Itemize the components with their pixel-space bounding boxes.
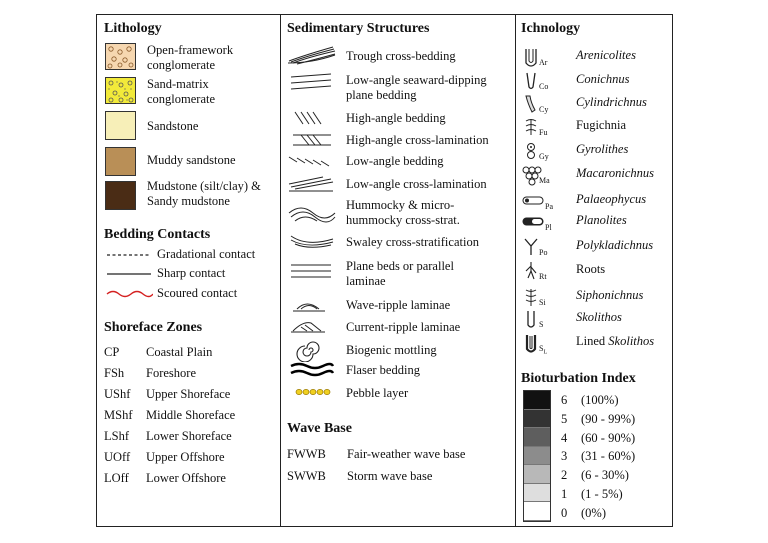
pl-trace-icon — [522, 212, 544, 234]
lithology-title: Lithology — [104, 21, 162, 36]
structure-label: Biogenic mottling — [346, 343, 437, 357]
ichnology-name-text: Roots — [576, 262, 606, 276]
structure-label: Hummocky & micro- — [346, 198, 455, 212]
trough-cross-bedding-icon — [287, 45, 337, 65]
bioturbation-level-3-swatch — [524, 447, 550, 466]
lithology-label: Open-framework — [147, 43, 234, 57]
lithology-label: Mudstone (silt/clay) & — [147, 179, 261, 193]
structure-label: High-angle bedding — [346, 111, 446, 125]
bioturbation-range: (90 - 99%) — [581, 411, 636, 426]
bioturbation-level-6-swatch — [524, 391, 550, 410]
shoreface-zones-title: Shoreface Zones — [104, 320, 203, 335]
structure-label: Current-ripple laminae — [346, 320, 461, 334]
structure-label: Pebble layer — [346, 386, 409, 400]
contact-label: Sharp contact — [157, 266, 226, 280]
high-angle-cross-lamination-icon — [287, 131, 337, 149]
bioturbation-index-value: 2 — [561, 468, 568, 483]
mudstone-swatch — [105, 181, 136, 210]
bioturbation-index-value: 1 — [561, 487, 568, 501]
zone-name: Upper Offshore — [146, 450, 225, 464]
structure-label: Low-angle seaward-dipping — [346, 73, 487, 87]
ichnology-title: Ichnology — [521, 21, 581, 36]
zone-code: UOff — [104, 450, 131, 464]
low-angle-cross-lamination-icon — [287, 175, 337, 193]
zone-name: Foreshore — [146, 366, 196, 380]
structure-label: laminae — [346, 274, 386, 288]
ichnology-name-text: Skolithos — [608, 334, 655, 348]
muddy-sandstone-swatch — [105, 147, 136, 176]
ichnology-abbreviation: Co — [539, 82, 549, 91]
ichnology-abbreviation: Gy — [539, 152, 549, 161]
plane-beds-icon — [287, 261, 337, 281]
bioturbation-range: (100%) — [581, 393, 619, 407]
lithology-label: conglomerate — [147, 92, 216, 106]
open-framework-conglomerate-swatch — [105, 43, 136, 70]
high-angle-bedding-icon — [287, 110, 337, 128]
bedding-contacts-title: Bedding Contacts — [104, 227, 211, 242]
structure-label: Flaser bedding — [346, 363, 420, 377]
bioturbation-level-0-swatch — [524, 502, 550, 521]
zone-name: Coastal Plain — [146, 345, 213, 359]
structure-label: Low-angle bedding — [346, 154, 444, 168]
ichnology-abbreviation: Ma — [539, 176, 550, 185]
ichnology-name-text: Planolites — [576, 213, 627, 227]
low-angle-seaward-dipping-bedding-icon — [287, 73, 337, 93]
ichnology-name-text: Palaeophycus — [576, 192, 647, 206]
bioturbation-index-value: 4 — [561, 430, 568, 445]
ichnology-abbreviation: Pa — [545, 202, 553, 211]
ichnology-name — [576, 72, 629, 87]
bioturbation-index-value: 3 — [561, 449, 568, 464]
ichnology-abbreviation: Po — [539, 248, 548, 257]
pa-trace-icon — [522, 191, 544, 213]
ichnology-abbreviation-subscript: L — [543, 349, 548, 356]
zone-name: Middle Shoreface — [146, 408, 236, 422]
ichnology-name-text: Cylindrichnus — [576, 95, 647, 109]
zone-code: LOff — [104, 471, 129, 485]
ichnology-name — [576, 334, 654, 349]
left-column — [97, 15, 281, 526]
ichnology-name — [576, 288, 643, 303]
zone-name: Lower Shoreface — [146, 429, 232, 443]
ichnology-name-text: Macaronichnus — [576, 166, 654, 180]
zone-code: UShf — [104, 387, 131, 401]
structure-label: Plane beds or parallel — [346, 259, 454, 273]
zone-name: Upper Shoreface — [146, 387, 231, 401]
sedimentary-structures-title: Sedimentary Structures — [287, 21, 430, 36]
bioturbation-index-title: Bioturbation Index — [521, 371, 636, 386]
biogenic-mottling-icon — [287, 338, 337, 362]
contact-label: Scoured contact — [157, 286, 238, 300]
ichnology-name — [576, 142, 628, 157]
ichnology-name — [576, 238, 653, 253]
structure-label: Wave-ripple laminae — [346, 298, 451, 312]
lithology-label: Sand-matrix — [147, 77, 209, 91]
middle-column — [280, 15, 516, 526]
wave-base-name: Storm wave base — [347, 469, 433, 483]
zone-code: LShf — [104, 429, 129, 443]
structure-label: High-angle cross-lamination — [346, 133, 489, 147]
ichnology-name-text: Arenicolites — [576, 48, 636, 62]
hummocky-cross-strat-icon — [287, 201, 337, 223]
bioturbation-range: (1 - 5%) — [581, 487, 623, 501]
bioturbation-scale — [523, 390, 551, 522]
ichnology-abbreviation: Si — [539, 298, 546, 307]
ichnology-name-text: Conichnus — [576, 72, 630, 86]
bioturbation-index-value: 0 — [561, 505, 568, 520]
ichnology-name-text: Siphonichnus — [576, 288, 644, 302]
ichnology-abbreviation: Pl — [545, 223, 552, 232]
bioturbation-level-1-swatch — [524, 484, 550, 503]
ichnology-name — [576, 213, 627, 228]
ichnology-name — [576, 118, 626, 133]
zone-code: MShf — [104, 408, 133, 422]
ichnology-abbreviation: Rt — [539, 272, 547, 281]
ichnology-abbreviation: Ar — [539, 58, 548, 67]
ichnology-name-text: Gyrolithes — [576, 142, 629, 156]
ichnology-abbreviation: Cy — [539, 105, 549, 114]
ichnology-abbreviation: S — [539, 320, 544, 329]
contact-lines-icon — [105, 249, 153, 309]
lithology-label: Sandstone — [147, 119, 199, 133]
contact-label: Gradational contact — [157, 247, 256, 261]
structure-label: plane bedding — [346, 88, 417, 102]
ichnology-abbreviation: Fu — [539, 128, 548, 137]
pebble-layer-icon — [287, 385, 337, 399]
wave-base-name: Fair-weather wave base — [347, 447, 466, 461]
current-ripple-icon — [287, 318, 337, 334]
bioturbation-range: (31 - 60%) — [581, 449, 636, 464]
ichnology-name — [576, 262, 605, 277]
right-column — [515, 15, 672, 526]
bioturbation-level-5-swatch — [524, 410, 550, 429]
bioturbation-range: (60 - 90%) — [581, 430, 636, 445]
bioturbation-index-value: 6 — [561, 393, 568, 407]
wave-base-code: FWWB — [287, 447, 326, 461]
structure-label: hummocky cross-strat. — [346, 213, 460, 227]
ichnology-name — [576, 166, 654, 181]
structure-label: Trough cross-bedding — [346, 49, 456, 63]
lithology-label: Sandy mudstone — [147, 194, 230, 208]
bioturbation-index-value: 5 — [561, 411, 568, 426]
lithology-label: conglomerate — [147, 58, 216, 72]
sandstone-swatch — [105, 111, 136, 140]
wave-base-code: SWWB — [287, 469, 326, 483]
bioturbation-level-4-swatch — [524, 428, 550, 447]
ichnology-name-text: Polykladichnus — [576, 238, 654, 252]
ichnology-name-text: Skolithos — [576, 310, 622, 324]
zone-code: CP — [104, 345, 120, 359]
ichnology-name — [576, 95, 647, 110]
ichnology-name — [576, 310, 622, 325]
bioturbation-range: (6 - 30%) — [581, 468, 629, 483]
ichnology-name-text: Fugichnia — [576, 118, 626, 132]
structure-label: Swaley cross-stratification — [346, 235, 479, 249]
ichnology-abbreviation: $S_L$ — [539, 344, 548, 356]
ichnology-name — [576, 48, 636, 63]
ichnology-name-prefix: Lined — [576, 334, 609, 348]
zone-code: FSh — [104, 366, 125, 380]
swaley-cross-stratification-icon — [287, 233, 337, 249]
low-angle-bedding-icon — [287, 153, 337, 169]
ichnology-name — [576, 192, 646, 207]
sand-matrix-conglomerate-swatch — [105, 77, 136, 104]
wave-base-title: Wave Base — [287, 421, 352, 436]
bioturbation-level-2-swatch — [524, 465, 550, 484]
lithology-label: Muddy sandstone — [147, 153, 236, 167]
structure-label: Low-angle cross-lamination — [346, 177, 487, 191]
flaser-bedding-icon — [287, 361, 337, 379]
zone-name: Lower Offshore — [146, 471, 226, 485]
legend-frame — [96, 14, 673, 527]
bioturbation-range: (0%) — [581, 505, 606, 520]
wave-ripple-icon — [287, 297, 337, 313]
